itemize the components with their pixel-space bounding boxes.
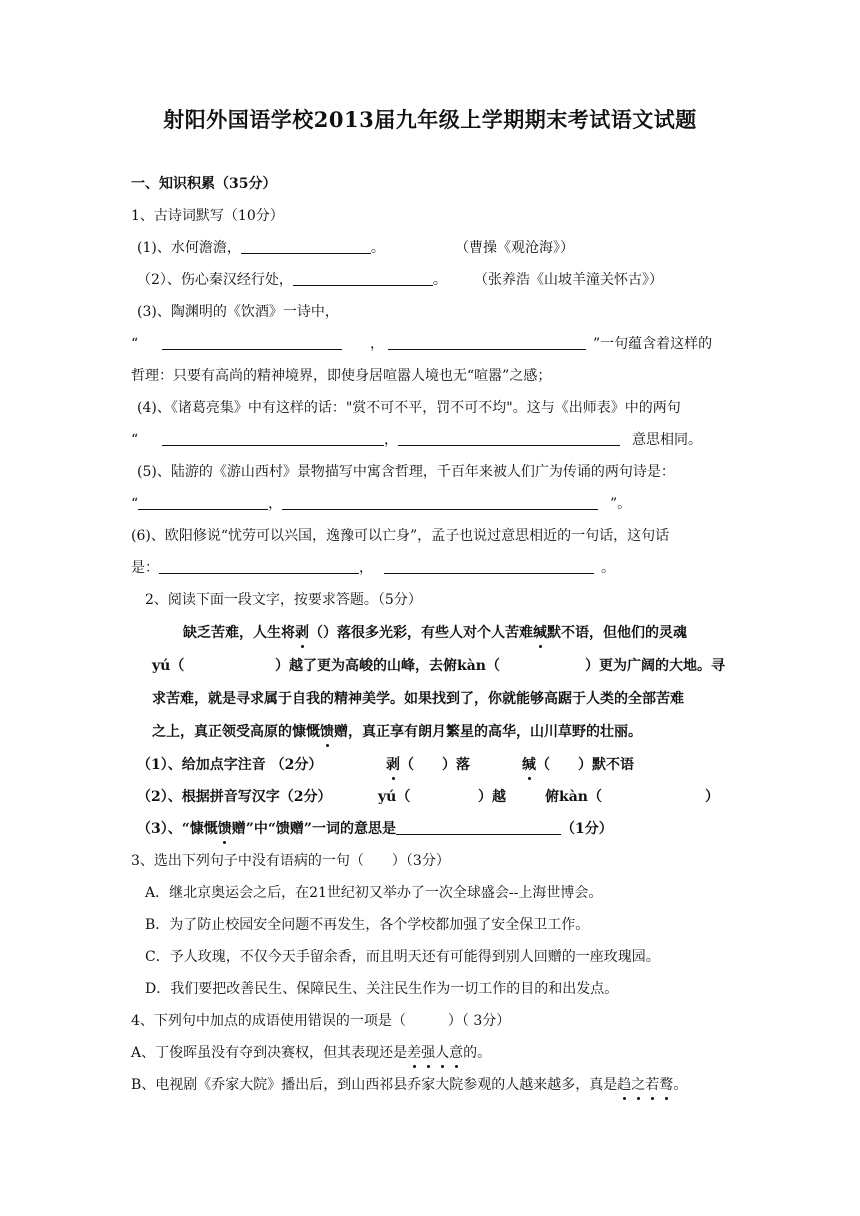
q2-sub-2-item-b-end: ） xyxy=(705,789,719,805)
q4-heading: 4、下列句中加点的成语使用错误的一项是（ ）（ 3分） xyxy=(131,1013,511,1029)
q1-item-5-end: ”。 xyxy=(610,496,632,512)
dotted-char: 鹜 xyxy=(659,1077,674,1093)
option-text: 的。 xyxy=(463,1045,492,1061)
q2-passage-line-1 xyxy=(183,623,687,643)
dotted-char: 馈 xyxy=(217,821,232,837)
dotted-char: 人 xyxy=(435,1045,450,1061)
dotted-char: 剥 xyxy=(295,625,309,641)
dotted-char: 若 xyxy=(645,1077,660,1093)
q3-option-a[interactable]: A．继北京奥运会之后，在21世纪初又举办了一次全球盛会--上海世博会。 xyxy=(145,885,603,901)
answer-blank[interactable] xyxy=(162,335,342,350)
answer-blank[interactable] xyxy=(396,820,561,835)
passage-text: 赠，真正享有朗月繁星的高华，山川草野的壮丽。 xyxy=(334,724,642,740)
q1-item-3: (3)、陶渊明的《饮酒》一诗中， xyxy=(137,304,339,320)
q4-option-b[interactable] xyxy=(131,1075,687,1095)
answer-paren[interactable]: （ ）落 xyxy=(400,757,470,773)
passage-text: 之上，真正领受高原的慷慨 xyxy=(152,724,320,740)
q1-item-6-lead: 是： xyxy=(131,560,159,576)
dotted-char: 差 xyxy=(407,1045,422,1061)
q1-item-5-quote-open: “ xyxy=(131,496,139,512)
q1-item-3-tail: ”一句蕴含着这样的 xyxy=(593,336,713,352)
answer-blank[interactable] xyxy=(282,495,598,510)
q2-passage-line-2-a: yú（ xyxy=(152,658,185,674)
answer-blank[interactable] xyxy=(398,431,620,446)
q1-item-3-continuation: 哲理：只要有高尚的精神境界，即使身居喧嚣人境也无“喧嚣”之感； xyxy=(131,368,552,384)
q2-sub-1: （1）、给加点字注音 （2分） xyxy=(137,757,323,773)
q1-item-3-blank-row xyxy=(162,334,342,354)
q2-passage-line-2-c: ）更为广阔的大地。寻 xyxy=(585,658,725,674)
answer-blank[interactable] xyxy=(138,495,268,510)
option-text: A、丁俊晖虽没有夺到决赛权，但其表现还是 xyxy=(131,1045,408,1061)
q1-item-5-comma: ， xyxy=(268,496,283,512)
answer-paren[interactable]: （ ）默不语 xyxy=(536,757,634,773)
answer-blank[interactable] xyxy=(384,559,594,574)
q2-sub-2: （2）、根据拼音写汉字（2分） xyxy=(137,789,332,805)
section-heading: 一、知识积累（35分） xyxy=(131,176,277,192)
passage-text: 缺乏苦难，人生将 xyxy=(183,625,295,641)
q2-sub-1-item-a xyxy=(386,755,470,775)
q1-item-2-text: （2）、伤心秦汉经行处， xyxy=(137,272,293,288)
sub-text: （1分） xyxy=(560,821,613,837)
dotted-char: 缄 xyxy=(522,757,536,773)
q1-item-4: (4)、《诸葛亮集》中有这样的话："赏不可不平，罚不可不均"。这与《出师表》中的两句 xyxy=(137,400,681,416)
sub-text: （3）、“慷慨 xyxy=(137,821,218,837)
q1-item-2-source: （张养浩《山坡羊潼关怀古》） xyxy=(474,272,663,288)
q3-option-d[interactable]: D．我们要把改善民生、保障民生、关注民生作为一切工作的目的和出发点。 xyxy=(145,981,619,997)
q2-sub-2-item-b[interactable]: 俯kàn（ xyxy=(545,789,602,805)
answer-blank[interactable] xyxy=(159,559,359,574)
q1-item-3-quote-open: “ xyxy=(131,336,139,352)
q1-heading: 1、古诗词默写（10分） xyxy=(131,208,284,224)
q3-heading: 3、选出下列句子中没有语病的一句（ ）（3分） xyxy=(131,853,450,869)
passage-text: （）落很多光彩，有些人对个人苦难 xyxy=(309,625,533,641)
q1-item-4-blanks xyxy=(162,430,620,450)
q3-option-c[interactable]: C．予人玫瑰，不仅今天手留余香，而且明天还有可能得到别人回赠的一座玫瑰园。 xyxy=(145,949,660,965)
answer-blank[interactable] xyxy=(388,335,586,350)
q1-item-2 xyxy=(137,270,447,290)
q2-sub-2-item-a-end: ）越 xyxy=(478,789,506,805)
dotted-char: 之 xyxy=(631,1077,646,1093)
dotted-char: 缄 xyxy=(533,625,547,641)
dotted-char: 剥 xyxy=(386,757,400,773)
q1-item-2-end: 。 xyxy=(432,272,447,288)
q4-option-a[interactable] xyxy=(131,1043,491,1063)
q1-item-1-text: (1)、水何澹澹， xyxy=(137,240,241,256)
q1-item-4-comma: ， xyxy=(384,432,398,448)
q3-option-b[interactable]: B．为了防止校园安全问题不再发生，各个学校都加强了安全保卫工作。 xyxy=(145,917,590,933)
dotted-char: 馈 xyxy=(320,724,334,740)
answer-blank[interactable] xyxy=(162,431,384,446)
passage-text: 默不语，但他们的灵魂 xyxy=(547,625,687,641)
q1-item-5: (5)、陆游的《游山西村》景物描写中寓含哲理，千百年来被人们广为传诵的两句诗是： xyxy=(137,464,675,480)
q1-item-4-quote-open: “ xyxy=(131,432,139,448)
q1-item-6: (6)、欧阳修说“忧劳可以兴国，逸豫可以亡身”，孟子也说过意思相近的一句话，这句话 xyxy=(131,528,670,544)
q2-heading: 2、阅读下面一段文字，按要求答题。（5分） xyxy=(145,592,422,608)
q2-sub-3 xyxy=(137,819,613,839)
q2-passage-line-3: 求苦难，就是寻求属于自我的精神美学。如果找到了，你就能够高踞于人类的全部苦难 xyxy=(152,691,684,707)
dotted-char: 意 xyxy=(449,1045,464,1061)
q2-sub-1-item-b xyxy=(522,755,634,775)
option-text: 。 xyxy=(673,1077,688,1093)
q1-item-1-source: （曹操《观沧海》） xyxy=(455,240,574,256)
q2-sub-2-item-a[interactable]: yú（ xyxy=(378,789,411,805)
q1-item-1 xyxy=(137,238,385,258)
dotted-char: 趋 xyxy=(617,1077,632,1093)
q2-passage-line-2-b: ）越了更为高峻的山峰，去俯kàn（ xyxy=(275,658,500,674)
answer-blank[interactable] xyxy=(241,239,371,254)
option-text: B、电视剧《乔家大院》播出后，到山西祁县乔家大院参观的人越来越多，真是 xyxy=(131,1077,618,1093)
page-title: 射阳外国语学校2013届九年级上学期期末考试语文试题 xyxy=(163,107,697,132)
q1-item-4-tail: 意思相同。 xyxy=(632,432,702,448)
dotted-char: 强 xyxy=(421,1045,436,1061)
q1-item-3-comma: ， xyxy=(370,336,384,352)
q1-item-3-blank-row-2 xyxy=(388,334,586,354)
q1-item-6-comma: ， xyxy=(359,560,373,576)
q1-item-1-end: 。 xyxy=(370,240,385,256)
sub-text: 赠”中“馈赠”一词的意思是 xyxy=(231,821,396,837)
answer-blank[interactable] xyxy=(293,271,433,286)
q1-item-5-blanks xyxy=(131,494,598,514)
q1-item-6-end: 。 xyxy=(601,560,615,576)
q2-passage-line-4 xyxy=(152,722,642,742)
q1-item-6-blank-row-2 xyxy=(384,558,594,578)
q1-item-6-blanks xyxy=(131,558,373,578)
